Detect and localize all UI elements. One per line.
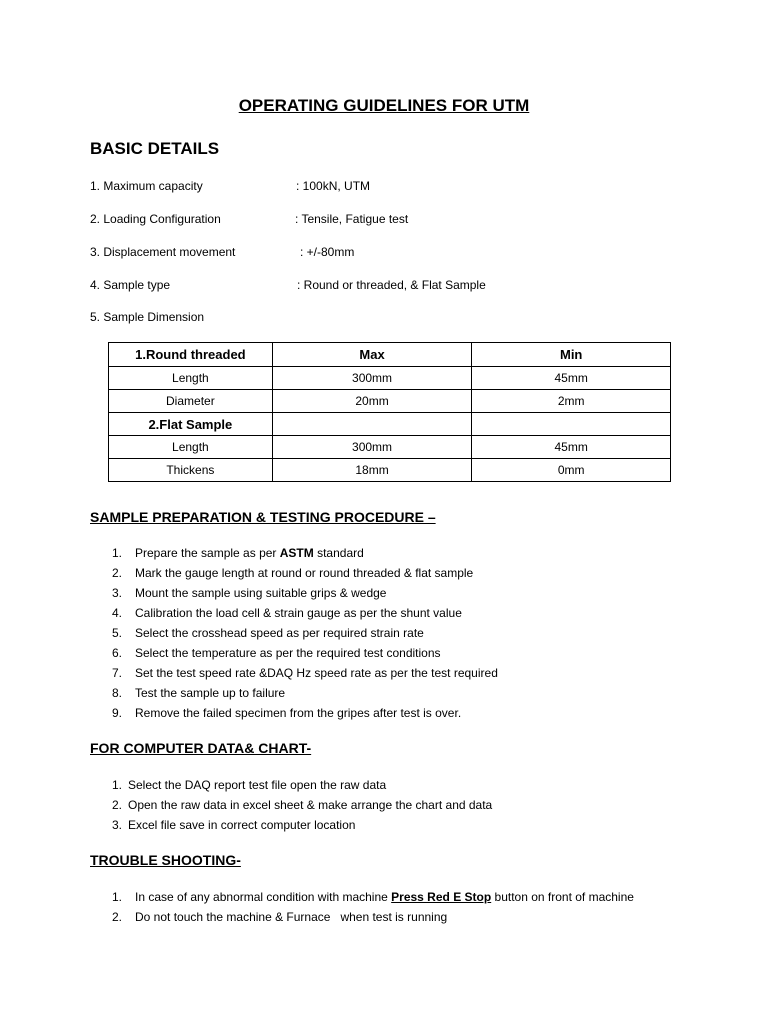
table-cell: 0mm — [472, 459, 671, 482]
table-cell: Diameter — [109, 390, 273, 413]
list-item-text: Calibration the load cell & strain gauge as per the shunt value — [135, 606, 462, 620]
detail-label: 3. Displacement movement — [90, 245, 236, 259]
document-title: OPERATING GUIDELINES FOR UTM — [238, 96, 530, 115]
table-cell: 18mm — [272, 459, 472, 482]
detail-label: 4. Sample type — [90, 278, 171, 292]
table-cell: 300mm — [272, 436, 472, 459]
list-item-number: 1. — [112, 546, 123, 560]
detail-value: : Tensile, Fatigue test — [295, 212, 409, 226]
table-cell: 300mm — [272, 367, 472, 390]
table-cell: Length — [109, 367, 273, 390]
list-item-number: 9. — [112, 706, 123, 720]
list-item-text: Mark the gauge length at round or round threaded & flat sample — [135, 566, 474, 580]
detail-row-displacement — [90, 245, 690, 261]
detail-value: : +/-80mm — [300, 245, 355, 259]
table-subheader-cell: 2.Flat Sample — [109, 413, 273, 436]
list-item-text-part: standard — [313, 546, 364, 560]
list-item-number: 8. — [112, 686, 123, 700]
table-cell: 20mm — [272, 390, 472, 413]
e-stop-emphasis: Press Red E Stop — [391, 890, 492, 904]
list-item-text: Mount the sample using suitable grips & wedge — [135, 586, 387, 600]
astm-emphasis: ASTM — [279, 546, 314, 560]
list-item-number: 2. — [112, 798, 123, 812]
detail-row-sample-type — [90, 278, 690, 294]
table-row — [109, 367, 671, 390]
table-cell: Length — [109, 436, 273, 459]
detail-row-max-capacity — [90, 179, 690, 195]
list-item-number: 2. — [112, 566, 123, 580]
detail-label: 5. Sample Dimension — [90, 310, 205, 324]
list-item-text: Do not touch the machine & Furnace when test is running — [135, 910, 448, 924]
list-item-text-part: Prepare the sample as per — [135, 546, 280, 560]
table-row — [109, 413, 671, 436]
list-item-text: Select the DAQ report test file open the raw data — [128, 778, 387, 792]
table-row — [109, 436, 671, 459]
list-item-number: 1. — [112, 778, 123, 792]
list-item-text-part: button on front of machine — [491, 890, 634, 904]
sample-dimension-table — [108, 342, 671, 482]
table-cell: 45mm — [472, 436, 671, 459]
list-item-number: 6. — [112, 646, 123, 660]
detail-value: : 100kN, UTM — [296, 179, 371, 193]
list-item-text: Remove the failed specimen from the gripes after test is over. — [135, 706, 462, 720]
list-item-number: 5. — [112, 626, 123, 640]
sample-prep-heading: SAMPLE PREPARATION & TESTING PROCEDURE – — [90, 509, 436, 525]
table-cell — [272, 413, 472, 436]
table-cell — [472, 413, 671, 436]
list-item-text: Open the raw data in excel sheet & make arrange the chart and data — [128, 798, 493, 812]
table-header-cell: Max — [272, 343, 472, 367]
list-item-text: Select the temperature as per the required test conditions — [135, 646, 441, 660]
table-header-row — [109, 343, 671, 367]
table-header-cell: 1.Round threaded — [109, 343, 273, 367]
list-item-text: Select the crosshead speed as per required strain rate — [135, 626, 424, 640]
list-item-text: Set the test speed rate &DAQ Hz speed rate as per the test required — [135, 666, 498, 680]
computer-data-heading: FOR COMPUTER DATA& CHART- — [90, 740, 312, 756]
list-item-number: 7. — [112, 666, 123, 680]
list-item-text — [135, 887, 634, 907]
table-cell: 45mm — [472, 367, 671, 390]
list-item-text-part: In case of any abnormal condition with machine — [135, 890, 392, 904]
trouble-shooting-heading: TROUBLE SHOOTING- — [90, 852, 241, 868]
detail-row-loading-configuration — [90, 212, 690, 228]
detail-value: : Round or threaded, & Flat Sample — [297, 278, 486, 292]
table-cell: Thickens — [109, 459, 273, 482]
table-row — [109, 459, 671, 482]
list-item-text: Test the sample up to failure — [135, 686, 286, 700]
basic-details-heading: BASIC DETAILS — [90, 139, 220, 158]
list-item-number: 3. — [112, 586, 123, 600]
table-cell: 2mm — [472, 390, 671, 413]
list-item-number: 2. — [112, 910, 123, 924]
detail-label: 1. Maximum capacity — [90, 179, 203, 193]
list-item-text — [135, 543, 364, 563]
list-item-number: 4. — [112, 606, 123, 620]
list-item-text: Excel file save in correct computer location — [128, 818, 356, 832]
detail-label: 2. Loading Configuration — [90, 212, 221, 226]
list-item-number: 1. — [112, 890, 123, 904]
table-header-cell: Min — [472, 343, 671, 367]
table-row — [109, 390, 671, 413]
detail-row-sample-dimension — [90, 310, 690, 326]
list-item-number: 3. — [112, 818, 123, 832]
